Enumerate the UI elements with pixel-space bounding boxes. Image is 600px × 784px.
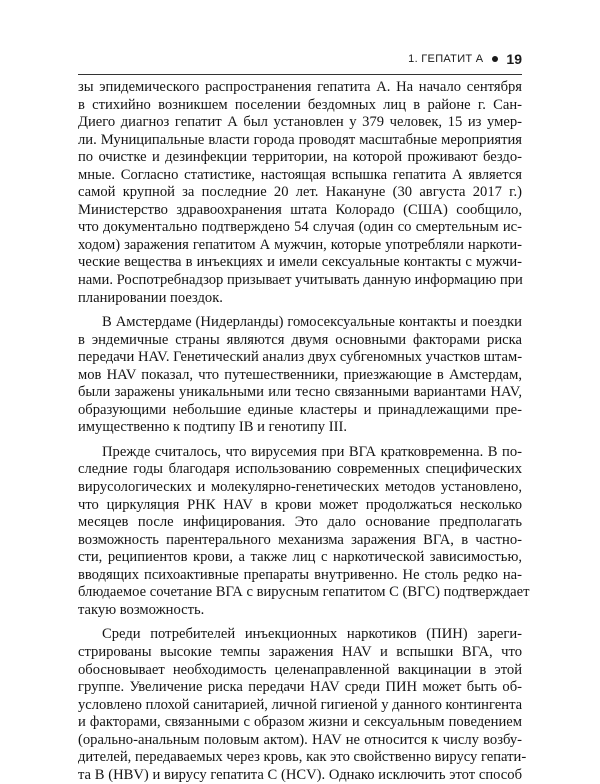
text-line: ходом) заражения гепатитом А мужчин, которые употребляли наркоти- bbox=[78, 236, 522, 253]
text-line: такую возможность. bbox=[78, 601, 205, 618]
text-line: Прежде считалось, что вирусемия при ВГА кратковременна. В по- bbox=[102, 443, 522, 460]
text-line: (орально-анальным половым актом). HAV не относится к числу возбу- bbox=[78, 731, 522, 748]
text-line: ли. Муниципальные власти города проводят масштабные мероприятия bbox=[78, 131, 522, 148]
text-line: образующими небольшие единые кластеры и принадлежащими пре- bbox=[78, 401, 522, 418]
text-line: следние годы благодаря использованию современных специфических bbox=[78, 461, 522, 478]
text-line: и факторами, связанными с образом жизни и сексуальным поведением bbox=[78, 714, 522, 731]
text-line: группе. Увеличение риска передачи HAV среди ПИН может быть об- bbox=[78, 679, 522, 696]
header-divider bbox=[78, 74, 522, 75]
text-line: обосновывает необходимость целенаправленной вакцинации в этой bbox=[78, 661, 522, 678]
text-line: зы эпидемического распространения гепатита А. На начало сентября bbox=[78, 79, 522, 95]
text-line: Министерство здравоохранения штата Колорадо (США) сообщило, bbox=[78, 201, 522, 218]
text-line: мные. Согласно статистике, настоящая вспышка гепатита А является bbox=[78, 166, 522, 183]
text-line: Среди потребителей инъекционных наркотиков (ПИН) зареги- bbox=[102, 626, 522, 643]
text-line: В Амстердаме (Нидерланды) гомосексуальные контакты и поездки bbox=[102, 314, 522, 331]
text-line: что циркуляция РНК HAV в крови может продолжаться несколько bbox=[78, 496, 522, 513]
text-line: блюдаемое сочетание ВГА с вирусным гепатитом С (ВГС) подтверждает bbox=[78, 584, 530, 601]
paragraph bbox=[78, 626, 527, 784]
running-head bbox=[340, 49, 522, 69]
text-line: нами. Роспотребнадзор призывает учитывать данную информацию при bbox=[78, 272, 523, 289]
text-line: стрированы высокие темпы заражения HAV и вспышки ВГА, что bbox=[78, 643, 522, 660]
text-line: планировании поездок. bbox=[78, 289, 223, 306]
text-line: условлено плохой санитарией, личной гигиеной у данного контингента bbox=[78, 696, 523, 713]
text-line: ческие вещества в инъекциях и имели сексуальные контакты с мужчи- bbox=[78, 254, 522, 271]
text-line: самой крупной за последние 20 лет. Накануне (30 августа 2017 г.) bbox=[78, 184, 522, 201]
paragraph bbox=[78, 443, 530, 619]
text-line: что документально подтверждено 54 случая (один со смертельным ис- bbox=[78, 219, 522, 236]
text-line: возможность парентерального механизма заражения ВГА, в частно- bbox=[78, 531, 522, 548]
text-line: вводящих психоактивные препараты внутривенно. Не столь редко на- bbox=[78, 566, 522, 583]
bullet-icon bbox=[492, 56, 498, 62]
text-line: месяцев после инфицирования. Это дало основание предполагать bbox=[78, 514, 522, 531]
text-line: вирусологических и молекулярно-генетических методов установлено, bbox=[78, 479, 522, 496]
text-line: сти, реципиентов крови, а также лиц с наркотической зависимостью, bbox=[78, 549, 522, 566]
text-line: Диего диагноз гепатит А был установлен у 379 человек, 15 из умер- bbox=[78, 114, 522, 131]
text-line: в эндемичные страны являются двумя основными факторами риска bbox=[78, 331, 522, 348]
page-number: 19 bbox=[506, 51, 522, 67]
text-line: та В (HBV) и вирусу гепатита С (HCV). Однако исключить этот способ bbox=[78, 766, 522, 783]
text-line: имущественно к подтипу IB и генотипу III. bbox=[78, 419, 347, 436]
text-line: передачи HAV. Генетический анализ двух субгеномных участков штам- bbox=[78, 349, 523, 366]
text-line: дителей, передаваемых через кровь, как это свойственно вирусу гепати- bbox=[78, 749, 527, 766]
paragraph bbox=[78, 79, 522, 307]
chapter-title: 1. ГЕПАТИТ А bbox=[408, 53, 484, 65]
text-line: были заражены уникальными или тесно связанными вариантами HAV, bbox=[78, 384, 522, 401]
text-line: в стихийно возникшем поселении бездомных лиц в районе г. Сан- bbox=[78, 96, 522, 113]
body-text bbox=[78, 79, 530, 784]
text-line: мов HAV показал, что путешественники, приезжающие в Амстердам, bbox=[78, 366, 522, 383]
text-line: по очистке и дезинфекции территории, на которой проживают бездо- bbox=[78, 149, 522, 166]
paragraph bbox=[78, 314, 522, 437]
